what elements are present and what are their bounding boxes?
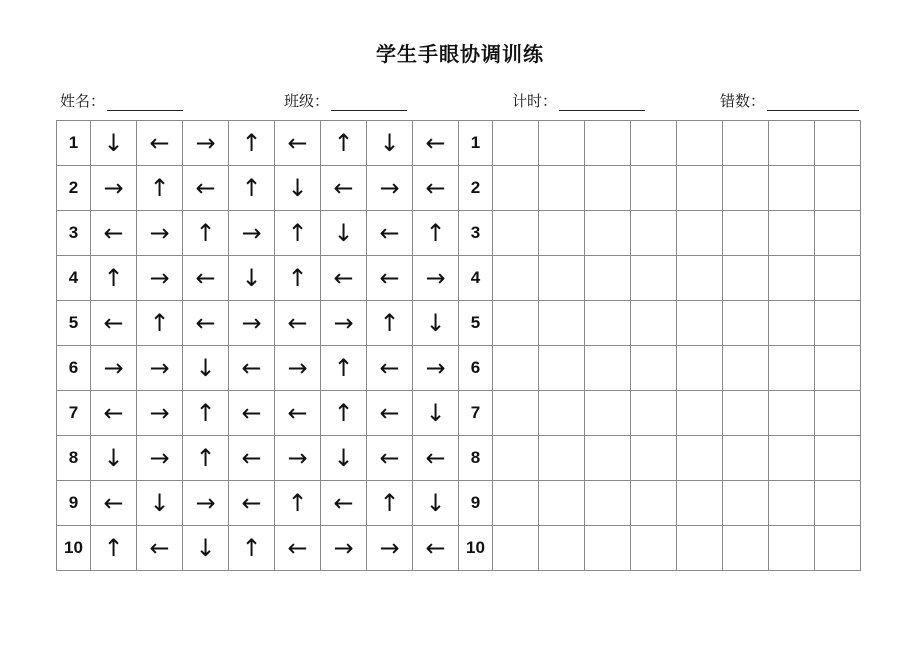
arrow-cell: ← [183, 301, 229, 346]
answer-cell[interactable] [815, 301, 861, 346]
arrow-cell: ← [321, 481, 367, 526]
row-number-left: 1 [57, 121, 91, 166]
arrow-cell: ↑ [183, 436, 229, 481]
row-number-right: 10 [459, 526, 493, 571]
answer-cell[interactable] [493, 526, 539, 571]
arrow-cell: ↓ [321, 211, 367, 256]
arrow-cell: ↓ [413, 391, 459, 436]
answer-cell[interactable] [493, 346, 539, 391]
arrow-cell: ↓ [91, 121, 137, 166]
row-number-right: 4 [459, 256, 493, 301]
grid-row [57, 391, 861, 436]
answer-cell[interactable] [815, 256, 861, 301]
arrow-cell: → [321, 526, 367, 571]
arrow-cell: ↑ [183, 211, 229, 256]
arrow-cell: ↑ [137, 301, 183, 346]
training-grid [56, 120, 861, 571]
row-number-left: 10 [57, 526, 91, 571]
arrow-cell: → [137, 436, 183, 481]
time-field-blank[interactable] [559, 94, 645, 111]
answer-cell[interactable] [769, 301, 815, 346]
answer-cell[interactable] [539, 346, 585, 391]
arrow-cell: → [321, 301, 367, 346]
arrow-cell: ← [321, 256, 367, 301]
answer-cell[interactable] [631, 391, 677, 436]
arrow-cell: ↑ [183, 391, 229, 436]
answer-cell[interactable] [585, 166, 631, 211]
answer-cell[interactable] [677, 121, 723, 166]
arrow-cell: ↑ [275, 211, 321, 256]
answer-cell[interactable] [769, 436, 815, 481]
answer-cell[interactable] [631, 436, 677, 481]
class-field-blank[interactable] [331, 94, 407, 111]
arrow-cell: ← [413, 526, 459, 571]
answer-cell[interactable] [815, 211, 861, 256]
answer-cell[interactable] [539, 391, 585, 436]
answer-cell[interactable] [677, 346, 723, 391]
answer-cell[interactable] [723, 166, 769, 211]
arrow-cell: ↑ [321, 346, 367, 391]
answer-cell[interactable] [493, 391, 539, 436]
arrow-cell: ← [229, 436, 275, 481]
row-number-right: 2 [459, 166, 493, 211]
answer-cell[interactable] [815, 391, 861, 436]
answer-cell[interactable] [769, 166, 815, 211]
answer-cell[interactable] [815, 121, 861, 166]
answer-cell[interactable] [493, 301, 539, 346]
answer-cell[interactable] [769, 526, 815, 571]
answer-cell[interactable] [677, 436, 723, 481]
arrow-cell: ↓ [137, 481, 183, 526]
page-title: 学生手眼协调训练 [376, 42, 544, 66]
answer-cell[interactable] [585, 211, 631, 256]
answer-cell[interactable] [585, 481, 631, 526]
answer-cell[interactable] [539, 256, 585, 301]
arrow-cell: ↓ [183, 346, 229, 391]
answer-cell[interactable] [539, 121, 585, 166]
arrow-cell: ← [137, 121, 183, 166]
answer-cell[interactable] [585, 256, 631, 301]
arrow-cell: → [413, 256, 459, 301]
arrow-cell: ↑ [229, 121, 275, 166]
arrow-cell: ← [275, 121, 321, 166]
answer-cell[interactable] [769, 121, 815, 166]
answer-cell[interactable] [723, 301, 769, 346]
answer-cell[interactable] [677, 301, 723, 346]
arrow-cell: → [275, 436, 321, 481]
row-number-right: 6 [459, 346, 493, 391]
answer-cell[interactable] [585, 301, 631, 346]
arrow-cell: ← [229, 391, 275, 436]
answer-cell[interactable] [493, 121, 539, 166]
arrow-cell: → [229, 301, 275, 346]
grid-row [57, 256, 861, 301]
row-number-right: 7 [459, 391, 493, 436]
arrow-cell: ← [183, 166, 229, 211]
time-field[interactable] [512, 90, 645, 111]
grid-row [57, 436, 861, 481]
answer-cell[interactable] [631, 121, 677, 166]
row-number-left: 2 [57, 166, 91, 211]
arrow-cell: → [183, 481, 229, 526]
answer-cell[interactable] [631, 166, 677, 211]
row-number-right: 8 [459, 436, 493, 481]
name-field[interactable] [60, 90, 183, 111]
arrow-cell: ← [367, 391, 413, 436]
arrow-cell: ← [183, 256, 229, 301]
answer-cell[interactable] [677, 391, 723, 436]
answer-cell[interactable] [723, 391, 769, 436]
arrow-cell: ← [367, 211, 413, 256]
arrow-cell: → [91, 346, 137, 391]
arrow-cell: → [137, 211, 183, 256]
answer-cell[interactable] [493, 166, 539, 211]
arrow-cell: ← [91, 211, 137, 256]
answer-cell[interactable] [585, 391, 631, 436]
answer-cell[interactable] [723, 436, 769, 481]
arrow-cell: → [137, 346, 183, 391]
arrow-cell: → [137, 391, 183, 436]
arrow-cell: ↑ [321, 121, 367, 166]
answer-cell[interactable] [539, 526, 585, 571]
answer-cell[interactable] [815, 481, 861, 526]
answer-cell[interactable] [585, 346, 631, 391]
grid-row [57, 526, 861, 571]
answer-cell[interactable] [815, 166, 861, 211]
answer-cell[interactable] [493, 436, 539, 481]
answer-cell[interactable] [723, 121, 769, 166]
arrow-cell: ↑ [229, 166, 275, 211]
grid-row [57, 481, 861, 526]
errors-field-blank[interactable] [767, 94, 859, 111]
class-field-label: 班级： [284, 92, 330, 110]
arrow-cell: ← [275, 391, 321, 436]
answer-cell[interactable] [769, 256, 815, 301]
answer-cell[interactable] [539, 301, 585, 346]
arrow-cell: ← [275, 526, 321, 571]
answer-cell[interactable] [815, 526, 861, 571]
errors-field[interactable] [720, 90, 859, 111]
answer-cell[interactable] [631, 301, 677, 346]
name-field-blank[interactable] [107, 94, 183, 111]
answer-cell[interactable] [677, 526, 723, 571]
arrow-cell: ← [229, 346, 275, 391]
arrow-cell: ← [367, 436, 413, 481]
answer-cell[interactable] [769, 346, 815, 391]
arrow-cell: → [367, 526, 413, 571]
arrow-cell: ↑ [413, 211, 459, 256]
arrow-cell: ↓ [321, 436, 367, 481]
answer-cell[interactable] [585, 436, 631, 481]
answer-cell[interactable] [723, 481, 769, 526]
row-number-left: 4 [57, 256, 91, 301]
arrow-cell: ← [367, 256, 413, 301]
arrow-cell: ↓ [91, 436, 137, 481]
answer-cell[interactable] [493, 211, 539, 256]
row-number-right: 5 [459, 301, 493, 346]
grid-row [57, 121, 861, 166]
answer-cell[interactable] [723, 256, 769, 301]
answer-cell[interactable] [631, 256, 677, 301]
arrow-cell: → [229, 211, 275, 256]
answer-cell[interactable] [539, 166, 585, 211]
arrow-cell: ← [367, 346, 413, 391]
arrow-cell: → [367, 166, 413, 211]
arrow-cell: ↓ [413, 301, 459, 346]
answer-cell[interactable] [539, 481, 585, 526]
arrow-cell: ↓ [413, 481, 459, 526]
row-number-left: 8 [57, 436, 91, 481]
arrow-cell: ← [229, 481, 275, 526]
name-field-label: 姓名： [60, 92, 106, 110]
answer-cell[interactable] [539, 211, 585, 256]
arrow-cell: ↓ [367, 121, 413, 166]
answer-cell[interactable] [677, 166, 723, 211]
answer-cell[interactable] [493, 481, 539, 526]
arrow-cell: ← [91, 301, 137, 346]
arrow-cell: ↓ [229, 256, 275, 301]
row-number-left: 9 [57, 481, 91, 526]
arrow-cell: ← [321, 166, 367, 211]
answer-cell[interactable] [769, 211, 815, 256]
answer-cell[interactable] [631, 346, 677, 391]
class-field[interactable] [284, 90, 407, 111]
arrow-cell: → [91, 166, 137, 211]
answer-cell[interactable] [769, 481, 815, 526]
answer-cell[interactable] [585, 121, 631, 166]
arrow-cell: ↑ [137, 166, 183, 211]
row-number-right: 1 [459, 121, 493, 166]
arrow-cell: ← [91, 481, 137, 526]
arrow-cell: ← [413, 166, 459, 211]
arrow-cell: ← [137, 526, 183, 571]
answer-cell[interactable] [815, 346, 861, 391]
arrow-cell: → [275, 346, 321, 391]
row-number-right: 3 [459, 211, 493, 256]
answer-cell[interactable] [723, 526, 769, 571]
arrow-cell: → [137, 256, 183, 301]
errors-field-label: 错数： [720, 92, 766, 110]
answer-cell[interactable] [631, 526, 677, 571]
row-number-left: 7 [57, 391, 91, 436]
grid-row [57, 346, 861, 391]
row-number-left: 3 [57, 211, 91, 256]
answer-cell[interactable] [631, 481, 677, 526]
arrow-cell: ↓ [183, 526, 229, 571]
answer-cell[interactable] [723, 346, 769, 391]
arrow-cell: ← [91, 391, 137, 436]
arrow-cell: ← [413, 121, 459, 166]
answer-cell[interactable] [723, 211, 769, 256]
answer-cell[interactable] [493, 256, 539, 301]
answer-cell[interactable] [631, 211, 677, 256]
arrow-cell: → [183, 121, 229, 166]
arrow-cell: ↑ [275, 256, 321, 301]
answer-cell[interactable] [769, 391, 815, 436]
answer-cell[interactable] [677, 481, 723, 526]
arrow-cell: → [413, 346, 459, 391]
grid-row [57, 166, 861, 211]
row-number-left: 6 [57, 346, 91, 391]
grid-row [57, 301, 861, 346]
answer-cell[interactable] [677, 211, 723, 256]
arrow-cell: ← [413, 436, 459, 481]
arrow-cell: ↑ [91, 526, 137, 571]
row-number-right: 9 [459, 481, 493, 526]
arrow-cell: ← [275, 301, 321, 346]
answer-cell[interactable] [585, 526, 631, 571]
arrow-cell: ↑ [367, 481, 413, 526]
answer-cell[interactable] [815, 436, 861, 481]
arrow-cell: ↑ [91, 256, 137, 301]
row-number-left: 5 [57, 301, 91, 346]
info-fields [0, 90, 920, 114]
answer-cell[interactable] [539, 436, 585, 481]
arrow-cell: ↓ [275, 166, 321, 211]
time-field-label: 计时： [512, 92, 558, 110]
grid-row [57, 211, 861, 256]
arrow-cell: ↑ [321, 391, 367, 436]
answer-cell[interactable] [677, 256, 723, 301]
arrow-cell: ↑ [367, 301, 413, 346]
arrow-cell: ↑ [275, 481, 321, 526]
arrow-cell: ↑ [229, 526, 275, 571]
